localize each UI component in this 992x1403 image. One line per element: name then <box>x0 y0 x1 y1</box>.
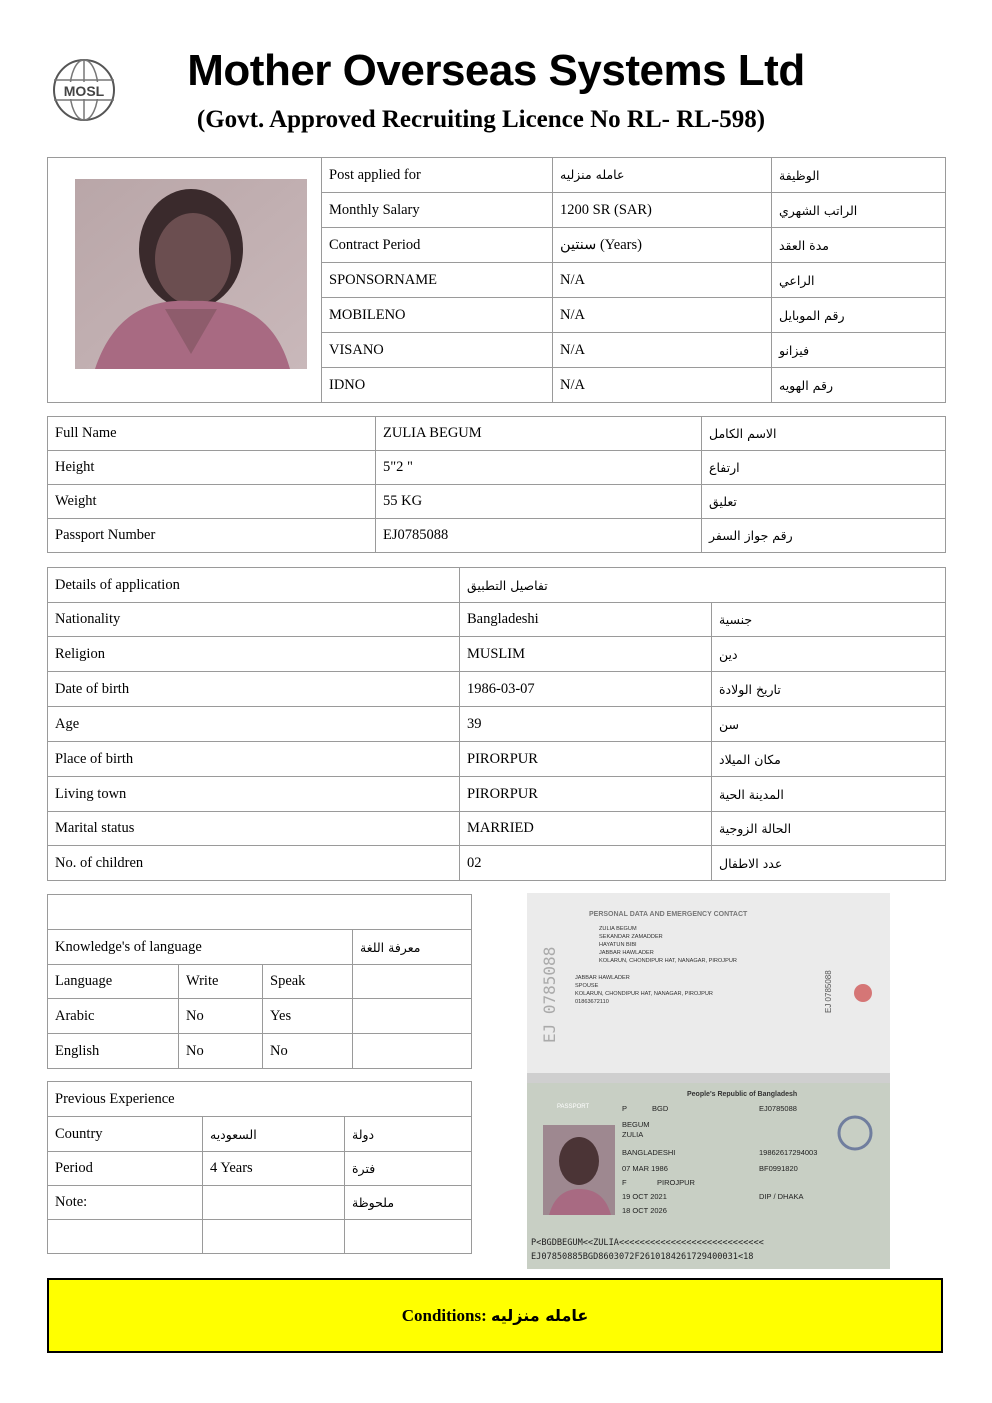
passport-personal-no: 19862617294003 <box>759 1148 818 1157</box>
language-heading-arabic: معرفة اللغة <box>353 930 472 965</box>
application-value: MUSLIM <box>460 637 712 672</box>
language-speak: No <box>263 1034 353 1069</box>
job-label: SPONSORNAME <box>322 263 553 298</box>
passport-dob: 07 MAR 1986 <box>622 1164 668 1173</box>
col-language: Language <box>48 965 179 999</box>
passport-spouse: JABBAR HAWLADER <box>599 950 654 956</box>
application-arabic: الحالة الزوجية <box>712 812 946 846</box>
passport-mrz-line2: EJ07850885BGD8603072F2610184261729400031<18 <box>531 1252 754 1262</box>
job-arabic: رقم الموبايل <box>772 298 946 333</box>
passport-emergency-name: JABBAR HAWLADER <box>575 975 630 981</box>
job-arabic: الراعي <box>772 263 946 298</box>
passport-word: PASSPORT <box>557 1104 590 1110</box>
passport-father: SEKANDAR ZAMADDER <box>599 934 663 940</box>
job-value: N/A <box>553 333 772 368</box>
job-arabic: الراتب الشهري <box>772 193 946 228</box>
svg-text:MOSL: MOSL <box>63 83 105 99</box>
application-arabic: مكان الميلاد <box>712 742 946 777</box>
passport-sex: F <box>622 1178 627 1187</box>
job-label: Monthly Salary <box>322 193 553 228</box>
application-label: Living town <box>48 777 460 812</box>
application-arabic: تاريخ الولادة <box>712 672 946 707</box>
job-value: عامله منزليه <box>553 158 772 193</box>
personal-arabic: تعليق <box>702 485 946 519</box>
company-name: Mother Overseas Systems Ltd <box>187 46 805 95</box>
experience-table <box>47 1081 472 1254</box>
language-write: No <box>179 1034 263 1069</box>
application-value: PIRORPUR <box>460 777 712 812</box>
passport-scan <box>527 893 890 1269</box>
personal-label: Weight <box>48 485 376 519</box>
job-arabic: رقم الهويه <box>772 368 946 403</box>
experience-period-value: 4 Years <box>203 1152 345 1186</box>
language-empty-cell <box>353 965 472 999</box>
passport-type: P <box>622 1104 628 1113</box>
passport-side-number-left: EJ 0785088 <box>540 946 559 1043</box>
application-arabic: سن <box>712 707 946 742</box>
job-label: Contract Period <box>322 228 553 263</box>
passport-authority: DIP / DHAKA <box>759 1192 804 1201</box>
application-arabic: جنسية <box>712 603 946 637</box>
personal-label: Height <box>48 451 376 485</box>
passport-nationality: BANGLADESHI <box>622 1148 676 1157</box>
job-label: VISANO <box>322 333 553 368</box>
language-blank-header <box>48 895 472 930</box>
application-heading: Details of application <box>48 568 460 603</box>
personal-arabic: ارتفاع <box>702 451 946 485</box>
passport-side-number-right: EJ 0785088 <box>824 970 833 1013</box>
passport-expiry: 18 OCT 2026 <box>622 1206 667 1215</box>
personal-value: 5"2 " <box>376 451 702 485</box>
passport-telephone: 01863672110 <box>575 999 609 1005</box>
experience-empty-cell <box>48 1220 203 1254</box>
passport-number: EJ0785088 <box>759 1104 797 1113</box>
application-label: Age <box>48 707 460 742</box>
personal-value: EJ0785088 <box>376 519 702 553</box>
experience-heading: Previous Experience <box>48 1082 472 1117</box>
passport-top-title: PERSONAL DATA AND EMERGENCY CONTACT <box>589 911 748 918</box>
passport-relationship: SPOUSE <box>575 983 599 989</box>
passport-place-of-birth: PIROJPUR <box>657 1178 695 1187</box>
job-value: 1200 SR (SAR) <box>553 193 772 228</box>
job-label: MOBILENO <box>322 298 553 333</box>
experience-note-value <box>203 1186 345 1220</box>
application-value: Bangladeshi <box>460 603 712 637</box>
job-arabic: فيزانو <box>772 333 946 368</box>
passport-emergency-address: KOLARUN, CHONDIPUR HAT, NANAGAR, PIROJPUR <box>575 991 713 997</box>
personal-label: Passport Number <box>48 519 376 553</box>
conditions-label: Conditions: <box>401 1305 487 1325</box>
language-empty-cell <box>353 1034 472 1069</box>
application-value: 02 <box>460 846 712 881</box>
passport-mrz-line1: P<BGDBEGUM<<ZULIA<<<<<<<<<<<<<<<<<<<<<<<<<<<< <box>531 1238 764 1248</box>
experience-country-label: Country <box>48 1117 203 1152</box>
application-table <box>47 567 946 881</box>
application-heading-arabic: تفاصيل التطبيق <box>460 568 946 603</box>
application-arabic: دين <box>712 637 946 672</box>
job-value: N/A <box>553 368 772 403</box>
language-name: English <box>48 1034 179 1069</box>
col-speak: Speak <box>263 965 353 999</box>
job-label: Post applied for <box>322 158 553 193</box>
passport-prev-no: BF0991820 <box>759 1164 798 1173</box>
applicant-photo <box>75 179 307 369</box>
application-value: 39 <box>460 707 712 742</box>
application-label: Place of birth <box>48 742 460 777</box>
application-value: MARRIED <box>460 812 712 846</box>
personal-arabic: رقم جواز السفر <box>702 519 946 553</box>
job-value: N/A <box>553 298 772 333</box>
experience-country-value: السعوديه <box>203 1117 345 1152</box>
personal-value: ZULIA BEGUM <box>376 417 702 451</box>
passport-given: ZULIA <box>622 1130 644 1139</box>
language-empty-cell <box>353 999 472 1034</box>
personal-label: Full Name <box>48 417 376 451</box>
language-heading: Knowledge's of language <box>48 930 353 965</box>
experience-country-arabic: دولة <box>345 1117 472 1152</box>
job-label: IDNO <box>322 368 553 403</box>
application-label: Religion <box>48 637 460 672</box>
application-label: Date of birth <box>48 672 460 707</box>
personal-table <box>47 416 946 553</box>
conditions-value: عامله منزليه <box>491 1306 589 1325</box>
passport-issue-date: 19 OCT 2021 <box>622 1192 667 1201</box>
application-arabic: عدد الاطفال <box>712 846 946 881</box>
application-label: No. of children <box>48 846 460 881</box>
experience-empty-cell <box>345 1220 472 1254</box>
passport-address: KOLARUN, CHONDIPUR HAT, NANAGAR, PIROJPUR <box>599 958 737 964</box>
passport-country: People's Republic of Bangladesh <box>687 1091 798 1098</box>
licence-number: (Govt. Approved Recruiting Licence No RL- RL-598) <box>196 106 766 133</box>
application-label: Nationality <box>48 603 460 637</box>
personal-value: 55 KG <box>376 485 702 519</box>
passport-mother: HAYATUN BIBI <box>599 942 637 948</box>
passport-name: ZULIA BEGUM <box>599 926 637 932</box>
passport-code: BGD <box>652 1104 669 1113</box>
job-value: سنتين (Years) <box>553 228 772 263</box>
experience-period-arabic: فترة <box>345 1152 472 1186</box>
personal-arabic: الاسم الكامل <box>702 417 946 451</box>
job-value: N/A <box>553 263 772 298</box>
job-arabic: الوظيفة <box>772 158 946 193</box>
conditions-box <box>47 1278 943 1353</box>
language-write: No <box>179 999 263 1034</box>
application-label: Marital status <box>48 812 460 846</box>
application-arabic: المدينة الحية <box>712 777 946 812</box>
passport-surname: BEGUM <box>622 1120 650 1129</box>
col-write: Write <box>179 965 263 999</box>
experience-empty-cell <box>203 1220 345 1254</box>
application-value: PIRORPUR <box>460 742 712 777</box>
language-table <box>47 894 472 1069</box>
application-value: 1986-03-07 <box>460 672 712 707</box>
language-name: Arabic <box>48 999 179 1034</box>
language-speak: Yes <box>263 999 353 1034</box>
experience-note-arabic: ملحوظة <box>345 1186 472 1220</box>
experience-period-label: Period <box>48 1152 203 1186</box>
experience-note-label: Note: <box>48 1186 203 1220</box>
job-arabic: مدة العقد <box>772 228 946 263</box>
